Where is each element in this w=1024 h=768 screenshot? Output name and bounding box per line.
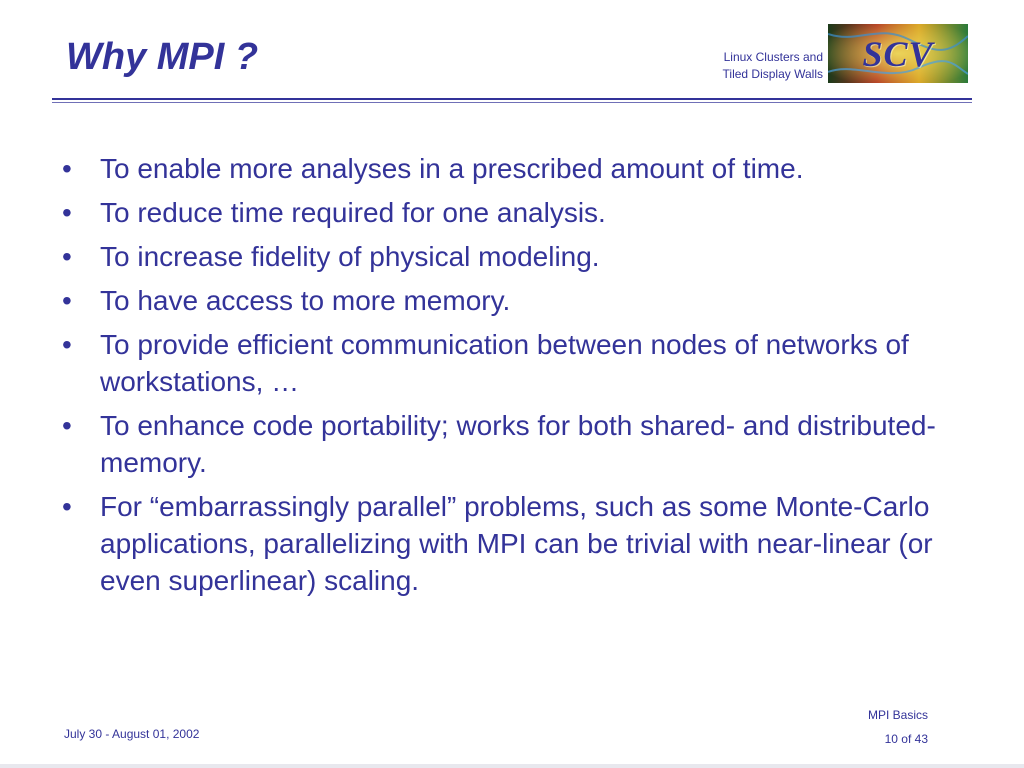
header-subtitle [723, 49, 823, 83]
bullet-text: To provide efficient communication between nodes of networks of workstations, … [100, 329, 909, 397]
bullet-icon: • [62, 241, 72, 272]
bullet-icon: • [62, 285, 72, 316]
footer-date: July 30 - August 01, 2002 [64, 727, 200, 741]
bullet-item [56, 407, 976, 481]
bullet-icon: • [62, 153, 72, 184]
bullet-text: For “embarrassingly parallel” problems, such as some Monte-Carlo applications, parallelizing with MPI can be trivial with near-linear (or even superlinear) scaling. [100, 491, 933, 596]
bullet-text: To have access to more memory. [100, 285, 511, 316]
bullet-item [56, 238, 976, 275]
header-divider-thin [52, 102, 972, 103]
header-divider [52, 98, 972, 100]
footer-topic: MPI Basics [867, 708, 928, 722]
header-subtitle-line-1: Linux Clusters and [723, 50, 823, 64]
bullet-icon: • [62, 491, 72, 522]
bullet-text: To reduce time required for one analysis. [100, 197, 606, 228]
bullet-text: To enhance code portability; works for both shared- and distributed-memory. [100, 410, 936, 478]
bullet-icon: • [62, 410, 72, 441]
scv-logo-text: SCV [862, 33, 934, 74]
slide-title: Why MPI ? [66, 36, 259, 78]
bullet-icon: • [62, 329, 72, 360]
footer-info [868, 703, 928, 751]
bullet-list [56, 150, 976, 606]
bullet-icon: • [62, 197, 72, 228]
bullet-text: To increase fidelity of physical modeling. [100, 241, 600, 272]
page-number: 10 of 43 [884, 732, 928, 746]
bottom-band [0, 764, 1024, 768]
scv-logo [828, 24, 968, 83]
bullet-item [56, 150, 976, 187]
bullet-item [56, 488, 976, 599]
bullet-text: To enable more analyses in a prescribed amount of time. [100, 153, 804, 184]
bullet-item [56, 326, 976, 400]
bullet-item [56, 282, 976, 319]
bullet-item [56, 194, 976, 231]
header-subtitle-line-2: Tiled Display Walls [722, 67, 823, 81]
